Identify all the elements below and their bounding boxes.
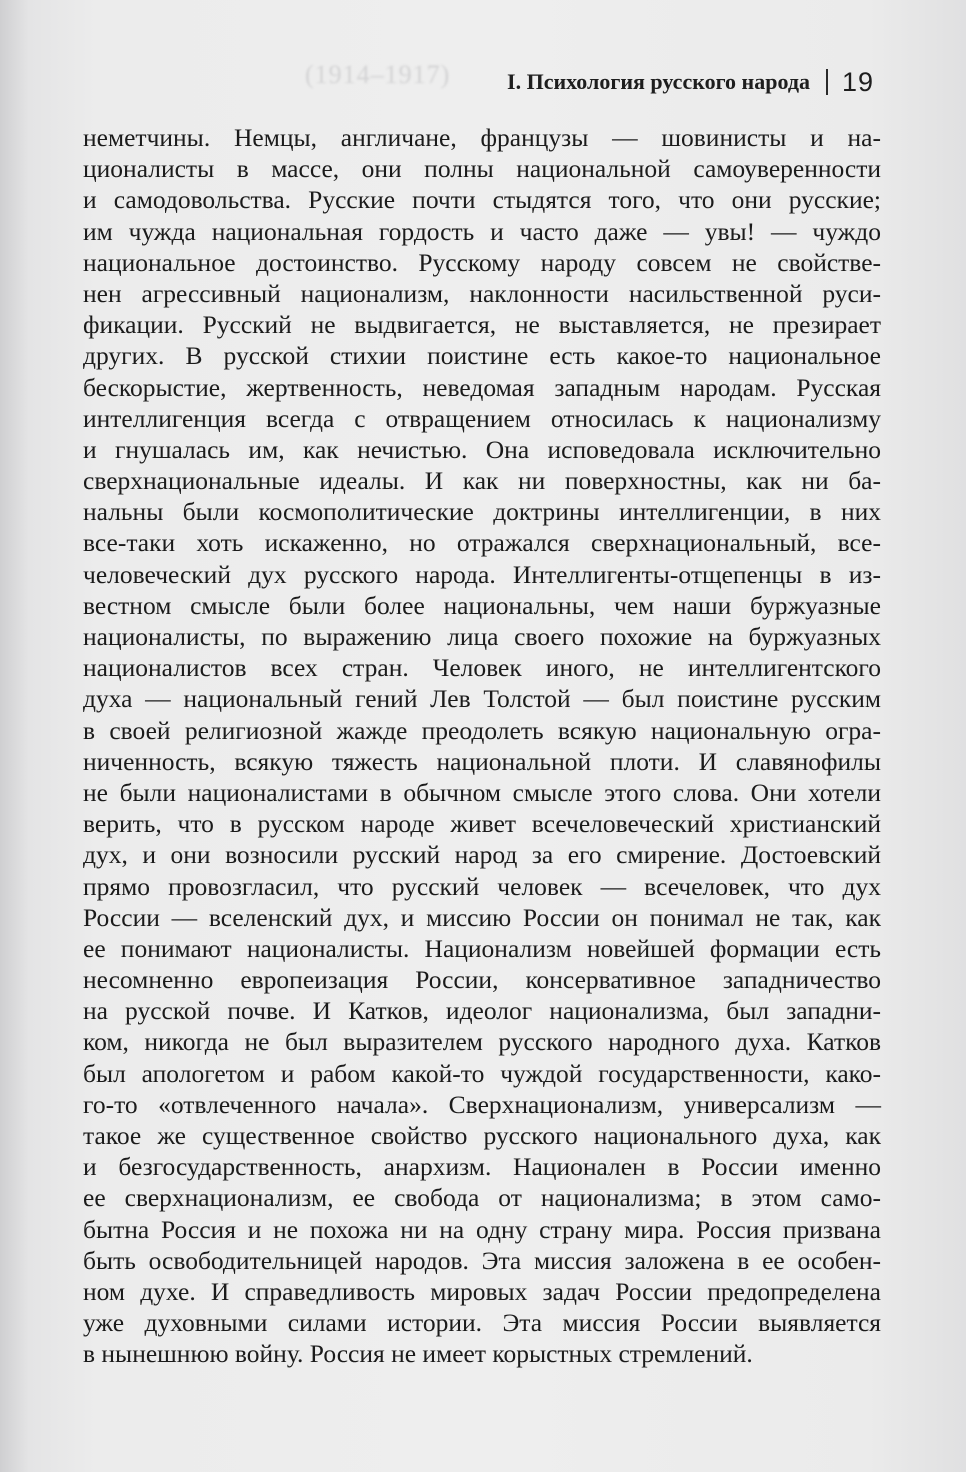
text-line: национальное достоинство. Русскому народу совсем не свойстве- (83, 247, 881, 277)
text-line: бескорыстие, жертвенность, неведомая западным народам. Русская (83, 372, 881, 402)
text-line: такое же существенное свойство русского национального духа, как (83, 1121, 881, 1150)
text-line: ном духе. И справедливость мировых задач России предопределена (83, 1276, 881, 1306)
text-line: верить, что в русском народе живет всечеловеческий христианский (83, 809, 881, 839)
text-line: вестном смысле были более национальны, чем наши буржуазные (83, 590, 881, 620)
text-line: прямо провозгласил, что русский человек — всечеловек, что дух (83, 871, 881, 901)
text-line: нальны были космополитические доктрины интеллигенции, в них (83, 497, 881, 527)
text-line: на русской почве. И Катков, идеолог национализма, был западни- (83, 996, 881, 1026)
running-title: I. Психология русского народа (507, 69, 810, 94)
text-line: ее сверхнационализм, ее свобода от национализма; в этом само- (83, 1183, 881, 1213)
text-line: и безгосударственность, анархизм. Национален в России именно (83, 1152, 881, 1182)
text-line: ниченность, всякую тяжесть национальной плоти. И славянофилы (83, 746, 881, 776)
text-line: неметчины. Немцы, англичане, французы — шовинисты и на- (83, 123, 881, 152)
text-line: быть освободительницей народов. Эта миссия заложена в ее особен- (83, 1245, 881, 1275)
text-line: человеческий дух русского народа. Интеллигенты-отщепенцы в из- (83, 559, 881, 589)
text-line: ее понимают националисты. Национализм новейшей формации есть (83, 933, 881, 963)
text-line: бытна Россия и не похожа ни на одну страну мира. Россия призвана (83, 1214, 881, 1244)
text-line: дух, и они возносили русский народ за его смирение. Достоевский (83, 840, 881, 870)
text-line: других. В русской стихии поистине есть какое-то национальное (83, 341, 881, 371)
body-text (83, 122, 881, 1370)
text-line: и самодовольства. Русские почти стыдятся того, что они русские; (83, 185, 881, 215)
text-line: духа — национальный гений Лев Толстой — был поистине русским (83, 684, 881, 714)
text-line: уже духовными силами истории. Эта миссия России выявляется (83, 1308, 881, 1338)
text-line: националисты, по выражению лица своего похожие на буржуазных (83, 622, 881, 651)
text-line: был апологетом и рабом какой-то чуждой государственности, како- (83, 1058, 881, 1088)
text-line: не были националистами в обычном смысле этого слова. Они хотели (83, 777, 881, 807)
text-line: фикации. Русский не выдвигается, не выставляется, не презирает (83, 310, 881, 340)
header-divider (826, 69, 828, 95)
text-line: России — вселенский дух, и миссию России он понимал не так, как (83, 902, 881, 932)
text-line: нен агрессивный национализм, наклонности насильственной руси- (83, 278, 881, 308)
running-header (507, 62, 874, 102)
text-line: в своей религиозной жажде преодолеть всякую национальную огра- (83, 715, 881, 745)
bleed-through-text: (1914–1917) (305, 60, 451, 89)
text-line: интеллигенция всегда с отвращением относилась к национализму (83, 403, 881, 433)
text-line-last: в нынешнюю войну. Россия не имеет корыстных стремлений. (83, 1339, 753, 1369)
text-line: и гнушалась им, как нечистью. Она исповедовала исключительно (83, 434, 881, 464)
text-line: националистов всех стран. Человек иного, не интеллигентского (83, 653, 881, 683)
text-line: ком, никогда не был выразителем русского народного духа. Катков (83, 1027, 881, 1057)
text-line: сверхнациональные идеалы. И как ни поверхностны, как ни ба- (83, 466, 881, 496)
text-line: го-то «отвлеченного начала». Сверхнационализм, универсализм — (83, 1089, 881, 1119)
text-line: ционалисты в массе, они полны национальной самоуверенности (83, 154, 881, 184)
text-line: все-таки хоть искаженно, но отражался сверхнациональный, все- (83, 528, 881, 558)
text-line: несомненно европеизация России, консервативное западничество (83, 965, 881, 995)
page-number: 19 (841, 66, 874, 97)
text-line: им чужда национальная гордость и часто даже — увы! — чуждо (83, 216, 881, 246)
